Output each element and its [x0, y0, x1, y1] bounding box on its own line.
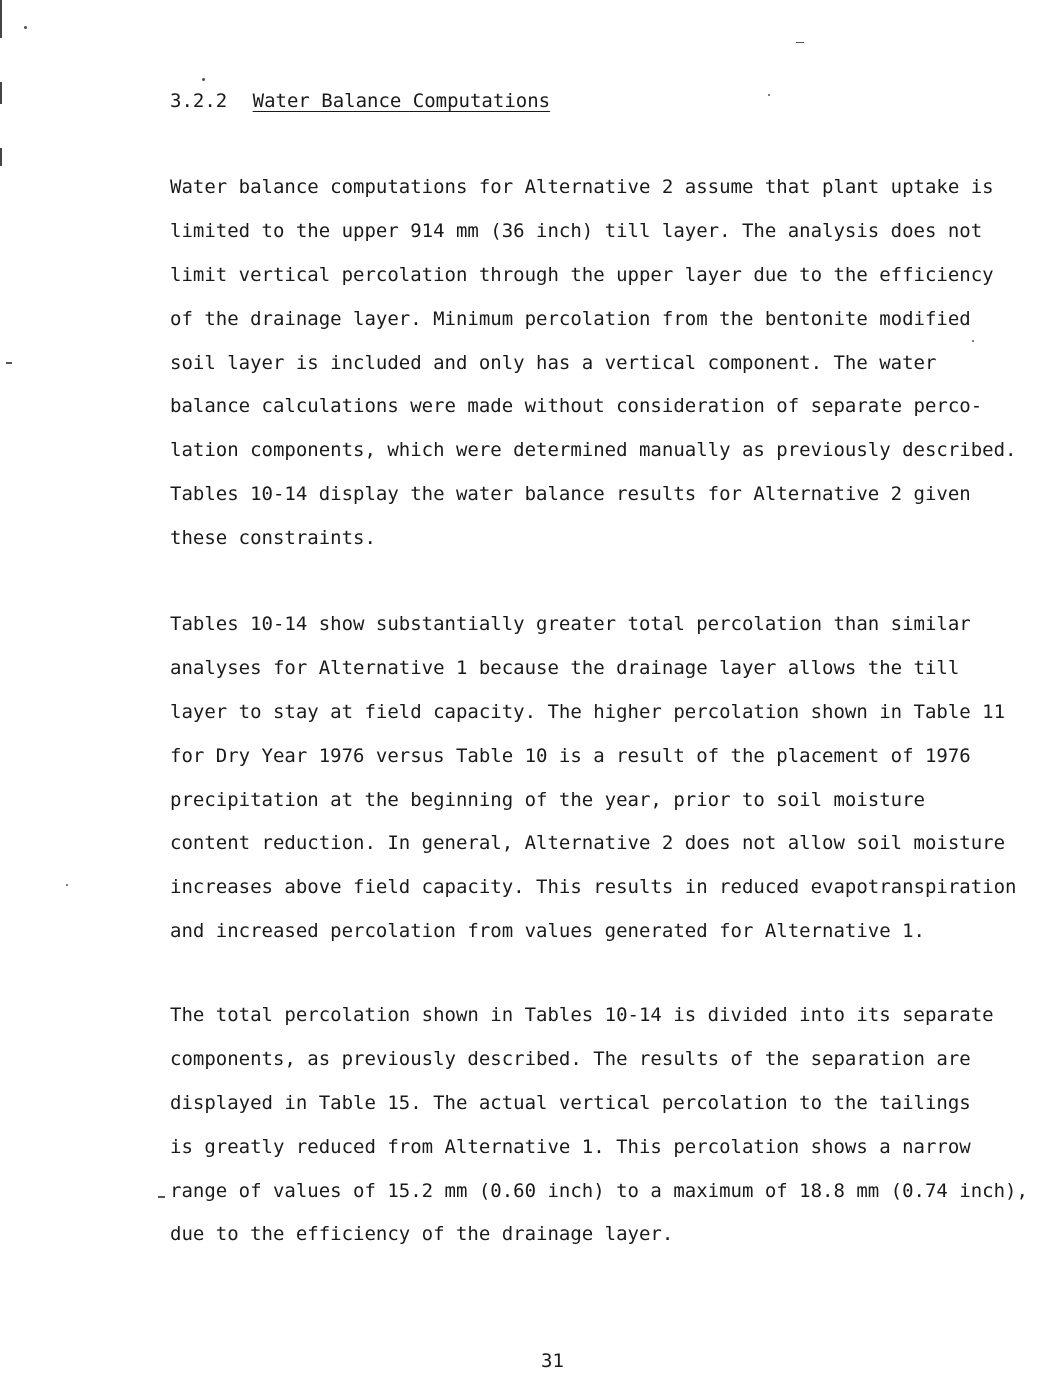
scan-edge-mark	[0, 148, 2, 166]
text-line: Tables 10-14 show substantially greater total percolation than similar	[170, 613, 971, 635]
scan-speck	[158, 1196, 165, 1198]
scan-speck	[66, 884, 68, 886]
text-line: analyses for Alternative 1 because the drainage layer allows the till	[170, 656, 960, 679]
text-line: for Dry Year 1976 versus Table 10 is a result of the placement of 1976	[170, 744, 971, 767]
scan-speck	[796, 42, 804, 43]
section-heading	[170, 88, 550, 114]
text-line: is greatly reduced from Alternative 1. This percolation shows a narrow	[170, 1135, 971, 1158]
text-line: Water balance computations for Alternative 2 assume that plant uptake is	[170, 176, 994, 198]
text-line: lation components, which were determined manually as previously described.	[170, 439, 1017, 462]
scan-speck	[6, 362, 12, 364]
scan-speck	[202, 78, 205, 81]
text-line: components, as previously described. The results of the separation are	[170, 1047, 971, 1070]
text-line: of the drainage layer. Minimum percolation from the bentonite modified	[170, 307, 971, 330]
text-line: precipitation at the beginning of the year, prior to soil moisture	[170, 788, 925, 811]
text-line: limit vertical percolation through the upper layer due to the efficiency	[170, 263, 994, 286]
text-line: these constraints.	[170, 527, 376, 550]
text-line: limited to the upper 914 mm (36 inch) till layer. The analysis does not	[170, 219, 983, 242]
section-number: 3.2.2	[170, 90, 228, 112]
text-line: increases above field capacity. This results in reduced evapotranspiration	[170, 876, 1017, 899]
page-number: 31	[541, 1350, 564, 1372]
scan-edge-mark	[0, 82, 2, 104]
text-line: layer to stay at field capacity. The higher percolation shown in Table 11	[170, 700, 1006, 723]
body-paragraph	[170, 994, 1028, 1257]
section-title: Water Balance Computations	[252, 90, 551, 112]
text-line: range of values of 15.2 mm (0.60 inch) to a maximum of 18.8 mm (0.74 inch),	[170, 1179, 1028, 1202]
text-line: due to the efficiency of the drainage layer.	[170, 1223, 674, 1246]
text-line: content reduction. In general, Alternative 2 does not allow soil moisture	[170, 832, 1006, 855]
text-line: and increased percolation from values generated for Alternative 1.	[170, 920, 925, 943]
body-paragraph	[170, 166, 1016, 561]
scan-speck	[24, 26, 27, 29]
text-line: soil layer is included and only has a vertical component. The water	[170, 351, 937, 374]
scan-edge-mark	[0, 0, 2, 38]
text-line: balance calculations were made without consideration of separate perco-	[170, 395, 983, 418]
scan-speck	[768, 94, 770, 96]
text-line: The total percolation shown in Tables 10-14 is divided into its separate	[170, 1004, 994, 1026]
body-paragraph	[170, 603, 1016, 954]
text-line: displayed in Table 15. The actual vertical percolation to the tailings	[170, 1091, 971, 1114]
text-line: Tables 10-14 display the water balance results for Alternative 2 given	[170, 483, 971, 506]
